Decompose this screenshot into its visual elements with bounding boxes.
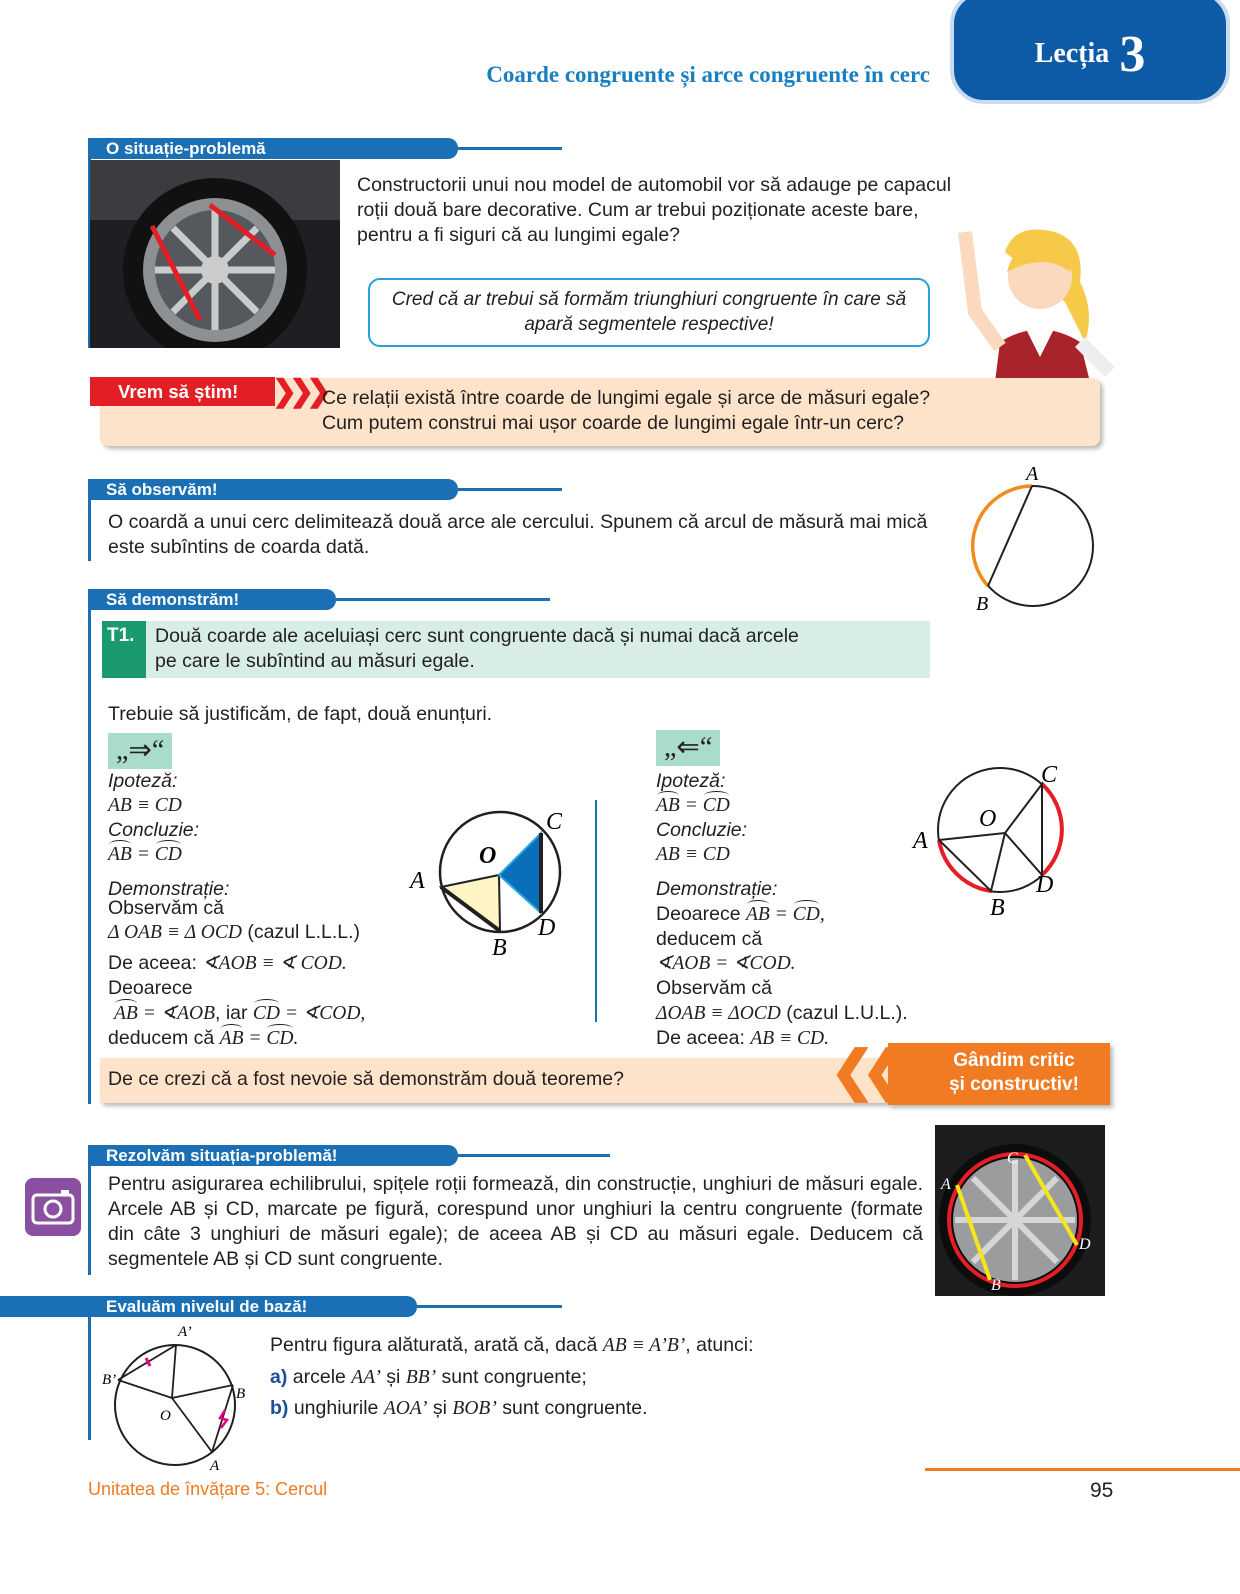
demonstration-label: Demonstrație:	[108, 878, 230, 900]
divider	[417, 1305, 562, 1308]
point-label: D	[1036, 872, 1054, 898]
task-text: , atunci:	[685, 1334, 754, 1356]
hypothesis: AB ≡ CD	[108, 794, 182, 816]
divider	[458, 147, 562, 150]
speech-bubble: Cred că ar trebui să formăm triunghiuri congruente în care să apară segmentele respective!	[368, 278, 930, 347]
want-question-1: Ce relații există între coarde de lungimi egale și arce de măsuri egale?	[322, 387, 931, 409]
point-label: C	[1041, 762, 1058, 788]
footer-line	[925, 1468, 1240, 1471]
point-label: A	[210, 1458, 220, 1474]
point-label: A	[941, 1176, 951, 1193]
arc-ab: AB	[220, 1027, 244, 1052]
lul-figure	[905, 760, 1095, 930]
solve-text: Pentru asigurarea echilibrului, spițele roții formează, din construcție, unghiuri de măsuri egale. Arcele AB și CD, marcate pe figură, corespund unor unghiuri la centru congruente (formate din câte 3 unghiuri de măsuri egale); de aceea AB și CD au măsuri egale. Deducem că segmentele AB și CD sunt congruente.	[108, 1173, 923, 1270]
divider	[88, 499, 91, 561]
point-label: C	[1007, 1150, 1018, 1167]
footer-unit: Unitatea de învățare 5: Cercul	[88, 1479, 328, 1499]
section-heading-solve: Rezolvăm situația-problemă!	[88, 1145, 458, 1166]
point-label: B’	[102, 1372, 117, 1388]
task-text: și	[380, 1365, 406, 1388]
proof-math: Δ OAB ≡ Δ OCD	[108, 922, 242, 943]
hypothesis-label: Ipoteză:	[108, 770, 178, 792]
tag-line: Gândim critic	[953, 1050, 1075, 1071]
proof-text: (cazul L.U.L.).	[780, 1001, 908, 1024]
proof-math: ∢AOB = ∢COD.	[656, 952, 796, 974]
item-label: b)	[270, 1397, 289, 1419]
point-label: B	[976, 593, 989, 615]
point-label: A’	[178, 1324, 192, 1340]
task-text: unghiurile	[288, 1397, 384, 1419]
point-label: D	[1079, 1236, 1091, 1253]
task-text: și	[427, 1397, 453, 1419]
lesson-label: Lecția	[1034, 38, 1110, 69]
evaluation-figure	[100, 1320, 260, 1475]
theorem-line-1: Două coarde ale aceluiași cerc sunt congruente dacă și numai dacă arcele	[155, 625, 799, 647]
proof-math: = ∢AOB	[137, 1002, 215, 1024]
proof-text: (cazul L.L.L.)	[241, 921, 361, 943]
conclusion: AB ≡ CD	[656, 843, 730, 865]
lesson-number: 3	[1119, 25, 1146, 83]
point-label: B	[236, 1386, 246, 1402]
proof-text: De aceea:	[656, 1027, 751, 1049]
proof-text: De aceea:	[108, 951, 203, 974]
point-label: D	[538, 915, 556, 941]
right-proof: Ipoteză: AB = CD Concluzie: AB ≡ CD Demonstrație: Deoarece AB = CD, deducem că ∢AOB = ∢COD. Observăm că ΔOAB ≡ ΔOCD (cazul L.U.L.). De aceea: AB ≡ CD.	[656, 770, 908, 1049]
arc-ab: AB	[746, 903, 770, 928]
conclusion-label: Concluzie:	[108, 819, 200, 841]
item-label: a)	[270, 1365, 288, 1388]
theorem-line-2: pe care le subîntind au măsuri egale.	[155, 650, 475, 672]
proof-math: = ∢COD,	[280, 1002, 366, 1024]
column-divider	[595, 800, 597, 1022]
proof-math: ∢AOB ≡ ∢ COD.	[202, 952, 347, 974]
converse-implication-tag: „⇐“	[656, 730, 720, 766]
section-heading-situation: O situație-problemă	[88, 138, 458, 159]
conclusion-label: Concluzie:	[656, 819, 748, 841]
point-label: B	[991, 1277, 1001, 1294]
demonstration-label: Demonstrație:	[656, 878, 778, 900]
proof-text: deducem că	[108, 1027, 220, 1049]
task-math: AOA’	[383, 1398, 428, 1419]
proof-line: Deoarece	[108, 977, 193, 999]
chevron-right-icon: ❯❯❯	[272, 375, 324, 408]
critical-question: De ce crezi că a fost nevoie să demonstrăm două teoreme?	[108, 1068, 624, 1090]
divider	[88, 1316, 91, 1440]
section-heading-prove: Să demonstrăm!	[88, 589, 336, 610]
divider	[88, 609, 91, 1104]
arc-cd: CD	[793, 903, 820, 928]
page-number: 95	[1090, 1479, 1114, 1502]
task-math: BOB’	[452, 1398, 497, 1419]
observe-text: O coardă a unui cerc delimitează două arce ale cercului. Spunem că arcul de măsură mai mică este subîntins de coarda dată.	[108, 511, 928, 558]
task-text: sunt congruente.	[496, 1397, 648, 1419]
point-label: O	[979, 806, 997, 832]
task-text: arcele	[287, 1365, 352, 1388]
chevron-left-icon: ❮❮	[830, 1041, 893, 1101]
proof-math: ΔOAB ≡ ΔOCD	[656, 1002, 781, 1024]
section-heading-observe: Să observăm!	[88, 479, 458, 500]
lesson-tab	[950, 0, 1230, 104]
proof-intro: Trebuie să justificăm, de fapt, două enunțuri.	[108, 703, 493, 725]
task-math: BB’	[405, 1366, 437, 1388]
evaluation-task	[270, 1330, 754, 1425]
lll-figure	[400, 795, 580, 965]
critical-thinking-tag	[888, 1043, 1110, 1105]
proof-line: deducem că	[656, 928, 763, 950]
divider	[88, 1165, 91, 1275]
proof-text: , iar	[214, 1001, 253, 1024]
point-label: C	[546, 809, 563, 835]
point-label: A	[1026, 463, 1039, 485]
wheel-solution-photo	[935, 1125, 1105, 1296]
task-math: AA’	[351, 1366, 381, 1388]
task-text: Pentru figura alăturată, arată că, dacă	[270, 1334, 603, 1356]
task-math: AB ≡ A’B’	[602, 1335, 686, 1356]
lesson-title: Coarde congruente și arce congruente în cerc	[486, 62, 930, 87]
arc-cd: CD	[266, 1027, 293, 1052]
proof-line: Observăm că	[108, 896, 224, 919]
point-label: B	[492, 935, 507, 961]
girl-illustration	[945, 222, 1120, 382]
point-label: B	[990, 895, 1005, 921]
arc-cd: CD	[253, 1002, 280, 1027]
task-text: sunt congruente;	[436, 1365, 587, 1388]
proof-math: AB ≡ CD.	[750, 1028, 830, 1049]
situation-text: Constructorii unui nou model de automobil vor să adauge pe capacul roții două bare decorative. Cum ar trebui poziționate aceste bare, pentru a fi siguri că au lungimi egale?	[357, 174, 952, 246]
point-label: A	[410, 868, 425, 894]
point-label: A	[913, 828, 928, 854]
arc-cd: CD	[703, 794, 730, 819]
proof-line: Observăm că	[656, 977, 772, 999]
direct-implication-tag: „⇒“	[108, 733, 172, 769]
camera-icon	[25, 1178, 81, 1236]
want-question-2: Cum putem construi mai ușor coarde de lungimi egale într-un cerc?	[322, 412, 905, 434]
arc-ab: AB	[108, 843, 132, 868]
tag-line: și constructiv!	[949, 1074, 1079, 1095]
divider	[458, 488, 562, 491]
want-to-know-tag: Vrem să știm!	[90, 377, 275, 406]
section-heading-evaluate: Evaluăm nivelul de bază!	[0, 1296, 417, 1317]
hypothesis-label: Ipoteză:	[656, 770, 726, 792]
divider	[336, 598, 550, 601]
chord-arc-figure	[960, 460, 1110, 620]
proof-text: Deoarece	[656, 902, 746, 925]
point-label: O	[479, 843, 497, 869]
left-proof: Ipoteză: AB ≡ CD Concluzie: AB = CD Demonstrație: Observăm că Δ OAB ≡ Δ OCD (cazul L.L.L.) De aceea: ∢AOB ≡ ∢ COD. Deoarece AB = ∢AOB, iar CD = ∢COD, deducem că AB = CD.	[108, 769, 365, 1052]
arc-cd: CD	[155, 843, 182, 868]
arc-ab: AB	[114, 1002, 138, 1027]
point-label: O	[160, 1408, 171, 1424]
arc-ab: AB	[656, 794, 680, 819]
theorem-label: T1.	[102, 621, 146, 678]
divider	[458, 1154, 610, 1157]
car-wheel-photo	[90, 160, 340, 348]
